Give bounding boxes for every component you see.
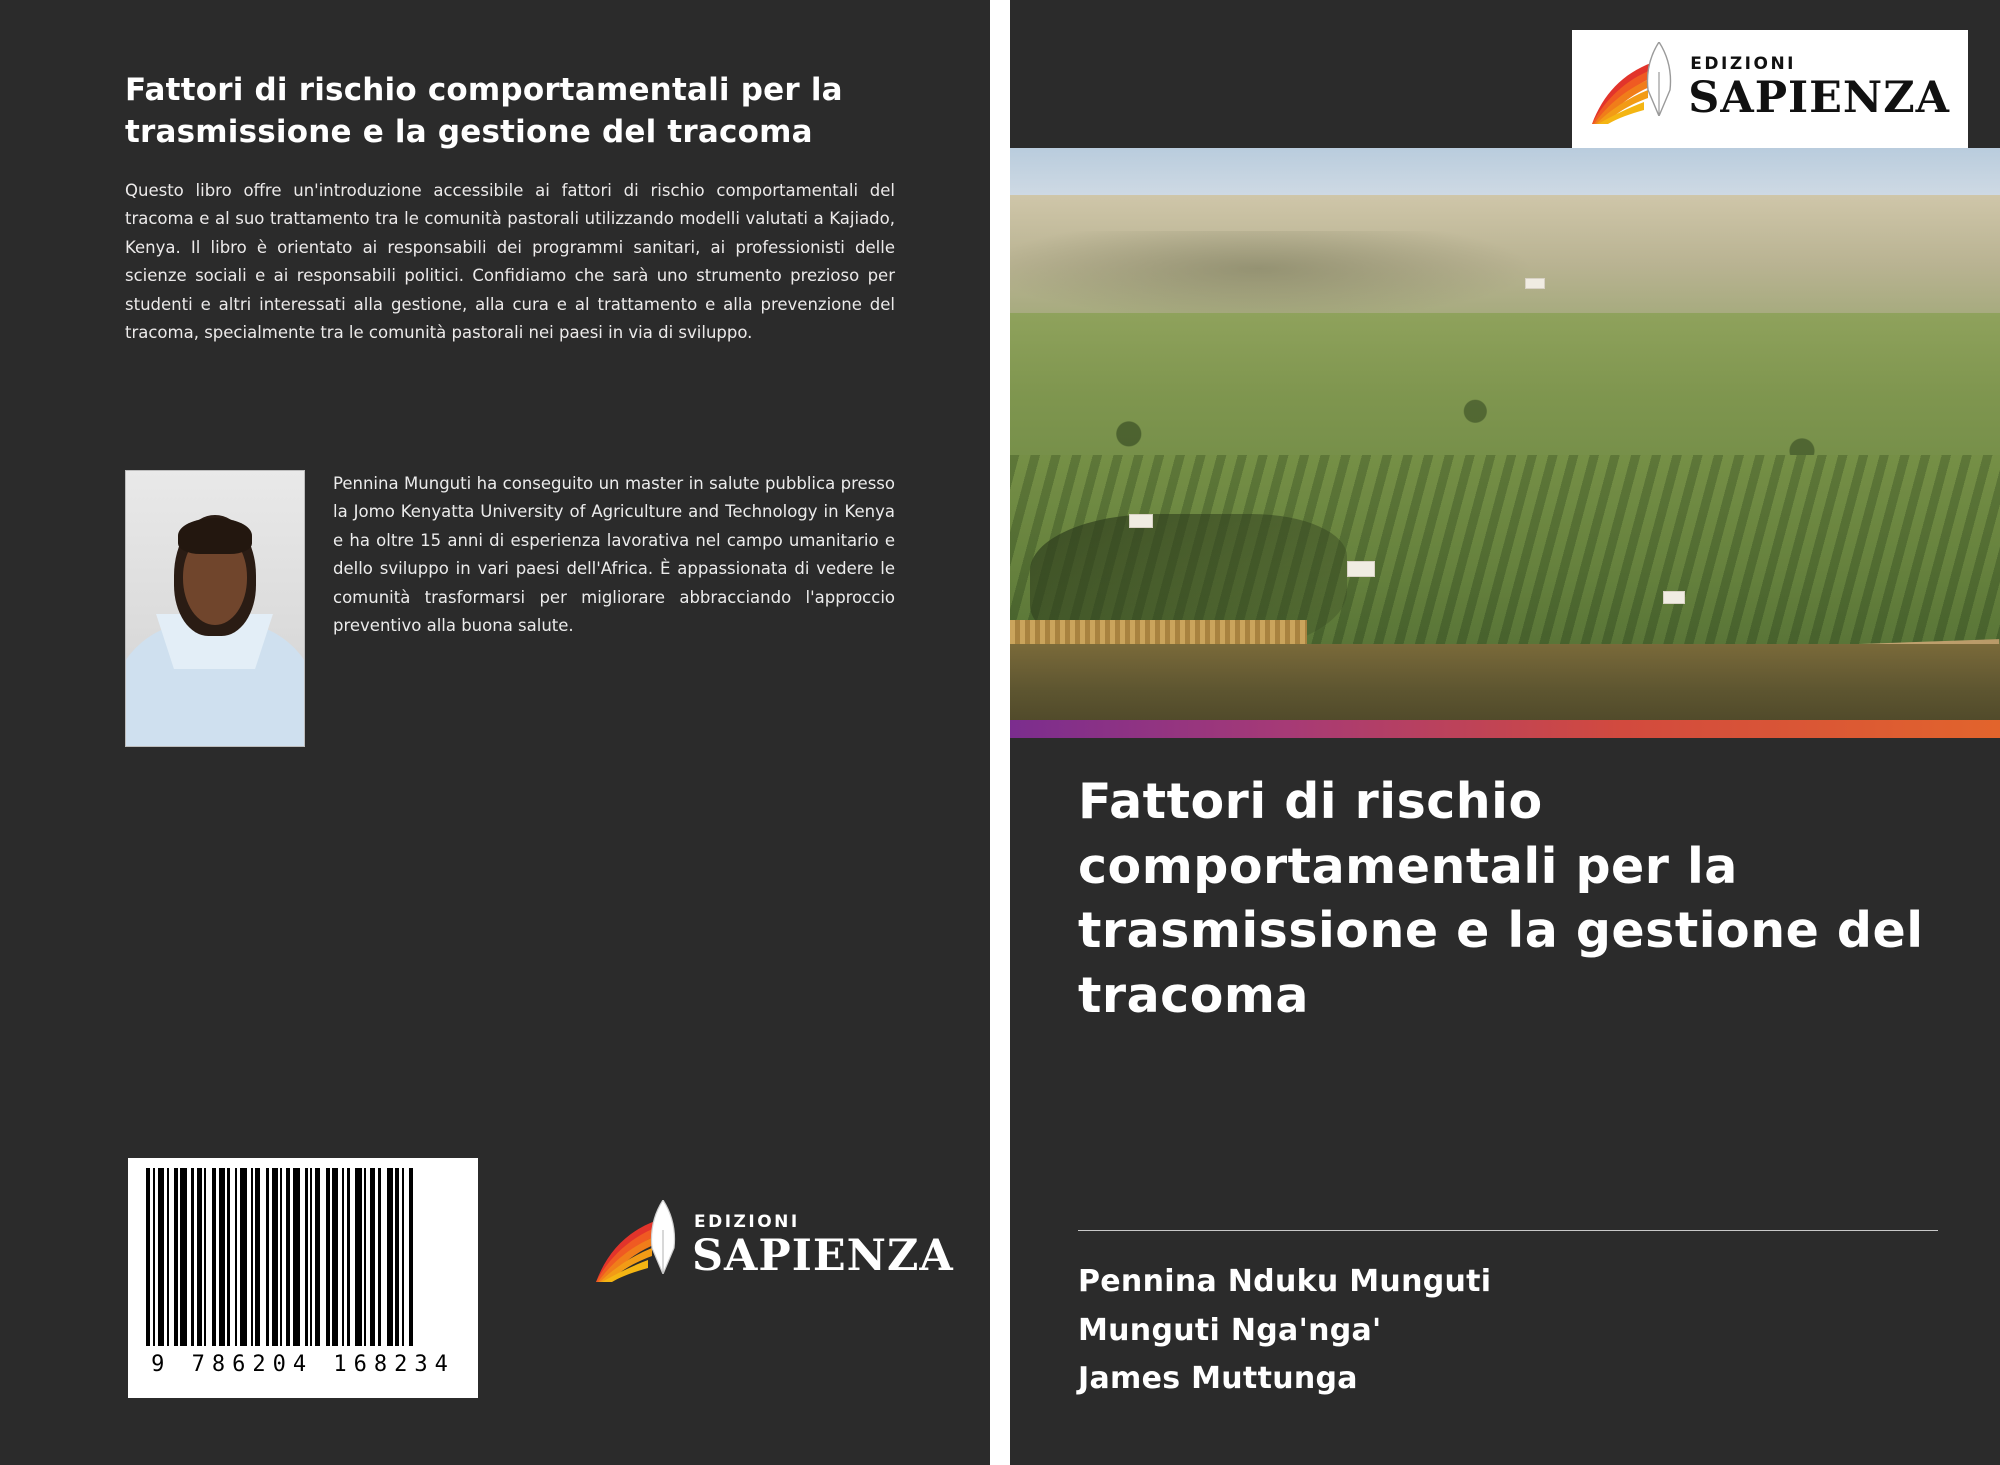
cover-title: Fattori di rischio comportamentali per la trasmissione e la gestione del tracoma: [1078, 773, 1924, 1025]
publisher-edizioni-label: EDIZIONI: [1690, 54, 1797, 74]
author-name: Munguti Nga'nga': [1078, 1312, 1382, 1348]
author-name: Pennina Nduku Munguti: [1078, 1264, 1492, 1299]
accent-color-bar: [1010, 720, 2000, 738]
back-cover: [0, 0, 990, 1465]
publisher-logo-front: [1572, 30, 1968, 148]
publisher-name: SAPIENZA: [1688, 73, 1950, 123]
authors-divider: [1078, 1230, 1938, 1231]
sapienza-logo-icon: [590, 1200, 682, 1292]
publisher-logo-text: [692, 1212, 954, 1281]
authors-list: [1078, 1258, 1938, 1404]
barcode-digits: 9 786204 168234: [151, 1352, 455, 1377]
cover-photo-landscape: [1010, 148, 2000, 738]
back-cover-title: Fattori di rischio comportamentali per la trasmissione e la gestione del tracoma: [125, 72, 843, 150]
back-cover-blurb: Questo libro offre un'introduzione accessibile ai fattori di rischio comportamentali del tracoma e al suo trattamento tra le comunità pastorali utilizzando modelli valutati a Kajiado, Kenya. Il libro è orientato ai responsabili dei programmi sanitari, ai professionisti delle scienze sociali e ai responsabili politici. Confidiamo che sarà uno strumento prezioso per studenti e altri interessati alla gestione, alla cura e al trattamento e alla prevenzione del tracoma, specialmente tra le comunità pastorali nei paesi in via di sviluppo.: [125, 181, 895, 342]
author-name: James Muttunga: [1078, 1361, 1358, 1397]
author-block: [125, 470, 895, 747]
publisher-edizioni-label: EDIZIONI: [694, 1212, 800, 1232]
spine-gap: [990, 0, 1010, 1465]
front-cover: [1010, 0, 2000, 1465]
publisher-logo-back: [590, 1200, 954, 1292]
author-photo: [125, 470, 305, 747]
sapienza-logo-icon: [1586, 42, 1678, 134]
barcode: [128, 1158, 478, 1398]
back-cover-text-block: [125, 70, 895, 347]
publisher-name: SAPIENZA: [692, 1231, 954, 1281]
barcode-bars: [140, 1168, 466, 1346]
author-biography: Pennina Munguti ha conseguito un master in salute pubblica presso la Jomo Kenyatta University of Agriculture and Technology in Kenya e ha oltre 15 anni di esperienza lavorativa nel campo umanitario e dello sviluppo in vari paesi dell'Africa. È appassionata di vedere le comunità trasformarsi per migliorare abbracciando l'approccio preventivo alla buona salute.: [333, 474, 895, 635]
publisher-logo-text: [1688, 54, 1950, 123]
